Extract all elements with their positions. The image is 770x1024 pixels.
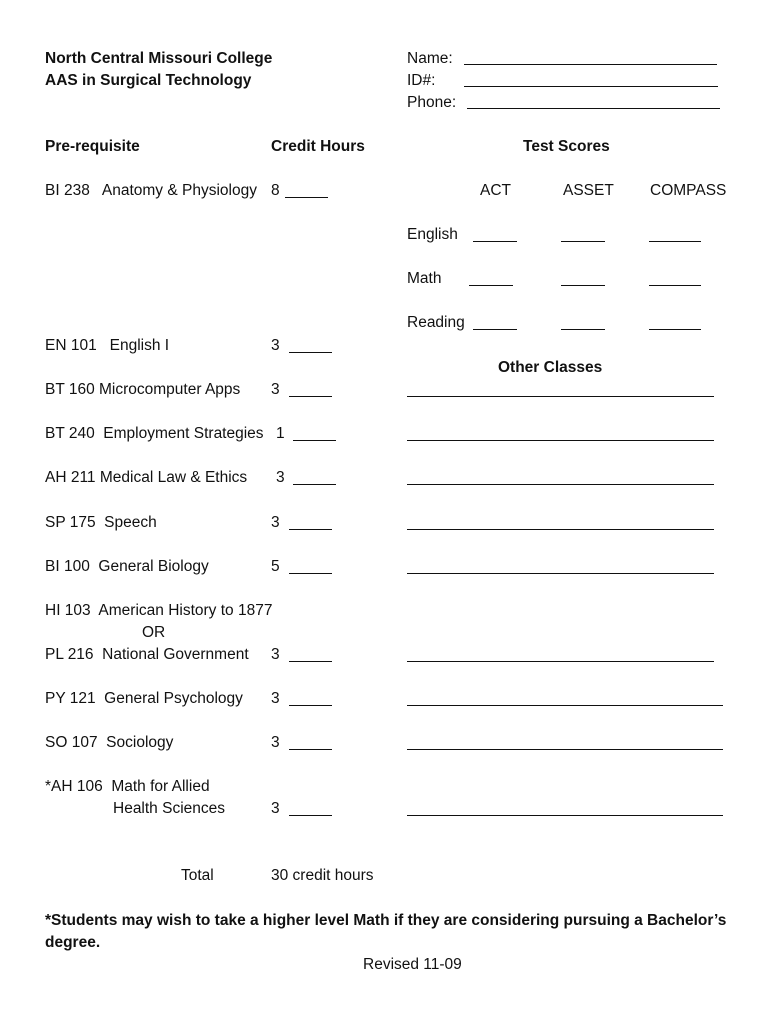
course-hours: 3	[271, 734, 280, 751]
course-grade-field[interactable]	[293, 484, 336, 485]
course-name: SO 107 Sociology	[45, 734, 174, 751]
id-label: ID#:	[407, 72, 436, 89]
course-grade-field[interactable]	[289, 815, 332, 816]
other-classes-heading: Other Classes	[498, 359, 603, 376]
phone-field[interactable]	[467, 108, 720, 109]
english-score-label: English	[407, 226, 458, 243]
course-or-label: OR	[142, 624, 166, 641]
other-class-field[interactable]	[407, 573, 714, 574]
course-grade-field[interactable]	[289, 573, 332, 574]
asset-header: ASSET	[563, 182, 614, 199]
course-name-cont: Health Sciences	[113, 800, 226, 817]
english-act-field[interactable]	[473, 241, 517, 242]
name-label: Name:	[407, 50, 453, 67]
english-asset-field[interactable]	[561, 241, 605, 242]
credit-hours-heading: Credit Hours	[271, 138, 365, 155]
other-class-field[interactable]	[407, 529, 714, 530]
course-hours: 5	[271, 558, 280, 575]
footnote: *Students may wish to take a higher level Math if they are considering pursuing a Bachelor’s degree.	[45, 912, 727, 951]
course-hours: 8	[271, 182, 280, 199]
course-hours: 3	[271, 381, 280, 398]
course-hours: 3	[271, 646, 280, 663]
course-name: SP 175 Speech	[45, 514, 157, 531]
act-header: ACT	[480, 182, 511, 199]
course-grade-field[interactable]	[289, 661, 332, 662]
revision-label: Revised 11-09	[363, 956, 462, 973]
other-class-field[interactable]	[407, 661, 714, 662]
other-class-field[interactable]	[407, 815, 723, 816]
college-name: North Central Missouri College	[45, 50, 273, 67]
course-grade-field[interactable]	[289, 352, 332, 353]
course-hours: 3	[271, 690, 280, 707]
english-compass-field[interactable]	[649, 241, 701, 242]
name-field[interactable]	[464, 64, 717, 65]
course-name: HI 103 American History to 1877	[45, 602, 273, 619]
course-name: BT 240 Employment Strategies	[45, 425, 264, 442]
course-name: PY 121 General Psychology	[45, 690, 243, 707]
course-name: BT 160 Microcomputer Apps	[45, 381, 241, 398]
course-name-alt: PL 216 National Government	[45, 646, 249, 663]
course-hours: 3	[271, 337, 280, 354]
course-name: BI 238 Anatomy & Physiology	[45, 182, 257, 199]
phone-label: Phone:	[407, 94, 457, 111]
id-field[interactable]	[464, 86, 718, 87]
reading-act-field[interactable]	[473, 329, 517, 330]
other-class-field[interactable]	[407, 440, 714, 441]
course-name: *AH 106 Math for Allied	[45, 778, 210, 795]
course-name: EN 101 English I	[45, 337, 170, 354]
other-class-field[interactable]	[407, 705, 723, 706]
course-hours: 3	[271, 800, 280, 817]
other-class-field[interactable]	[407, 396, 714, 397]
course-grade-field[interactable]	[289, 529, 332, 530]
math-asset-field[interactable]	[561, 285, 605, 286]
course-grade-field[interactable]	[289, 749, 332, 750]
prerequisite-heading: Pre-requisite	[45, 138, 140, 155]
course-grade-field[interactable]	[289, 396, 332, 397]
reading-asset-field[interactable]	[561, 329, 605, 330]
course-hours: 1	[276, 425, 285, 442]
course-hours: 3	[276, 469, 285, 486]
program-name: AAS in Surgical Technology	[45, 72, 252, 89]
math-act-field[interactable]	[469, 285, 513, 286]
total-label: Total	[181, 867, 214, 884]
course-grade-field[interactable]	[293, 440, 336, 441]
math-compass-field[interactable]	[649, 285, 701, 286]
compass-header: COMPASS	[650, 182, 727, 199]
course-grade-field[interactable]	[285, 197, 328, 198]
reading-compass-field[interactable]	[649, 329, 701, 330]
math-score-label: Math	[407, 270, 442, 287]
course-grade-field[interactable]	[289, 705, 332, 706]
other-class-field[interactable]	[407, 484, 714, 485]
total-value: 30 credit hours	[271, 867, 374, 884]
test-scores-heading: Test Scores	[523, 138, 610, 155]
reading-score-label: Reading	[407, 314, 465, 331]
course-name: AH 211 Medical Law & Ethics	[45, 469, 248, 486]
other-class-field[interactable]	[407, 749, 723, 750]
course-name: BI 100 General Biology	[45, 558, 209, 575]
course-hours: 3	[271, 514, 280, 531]
